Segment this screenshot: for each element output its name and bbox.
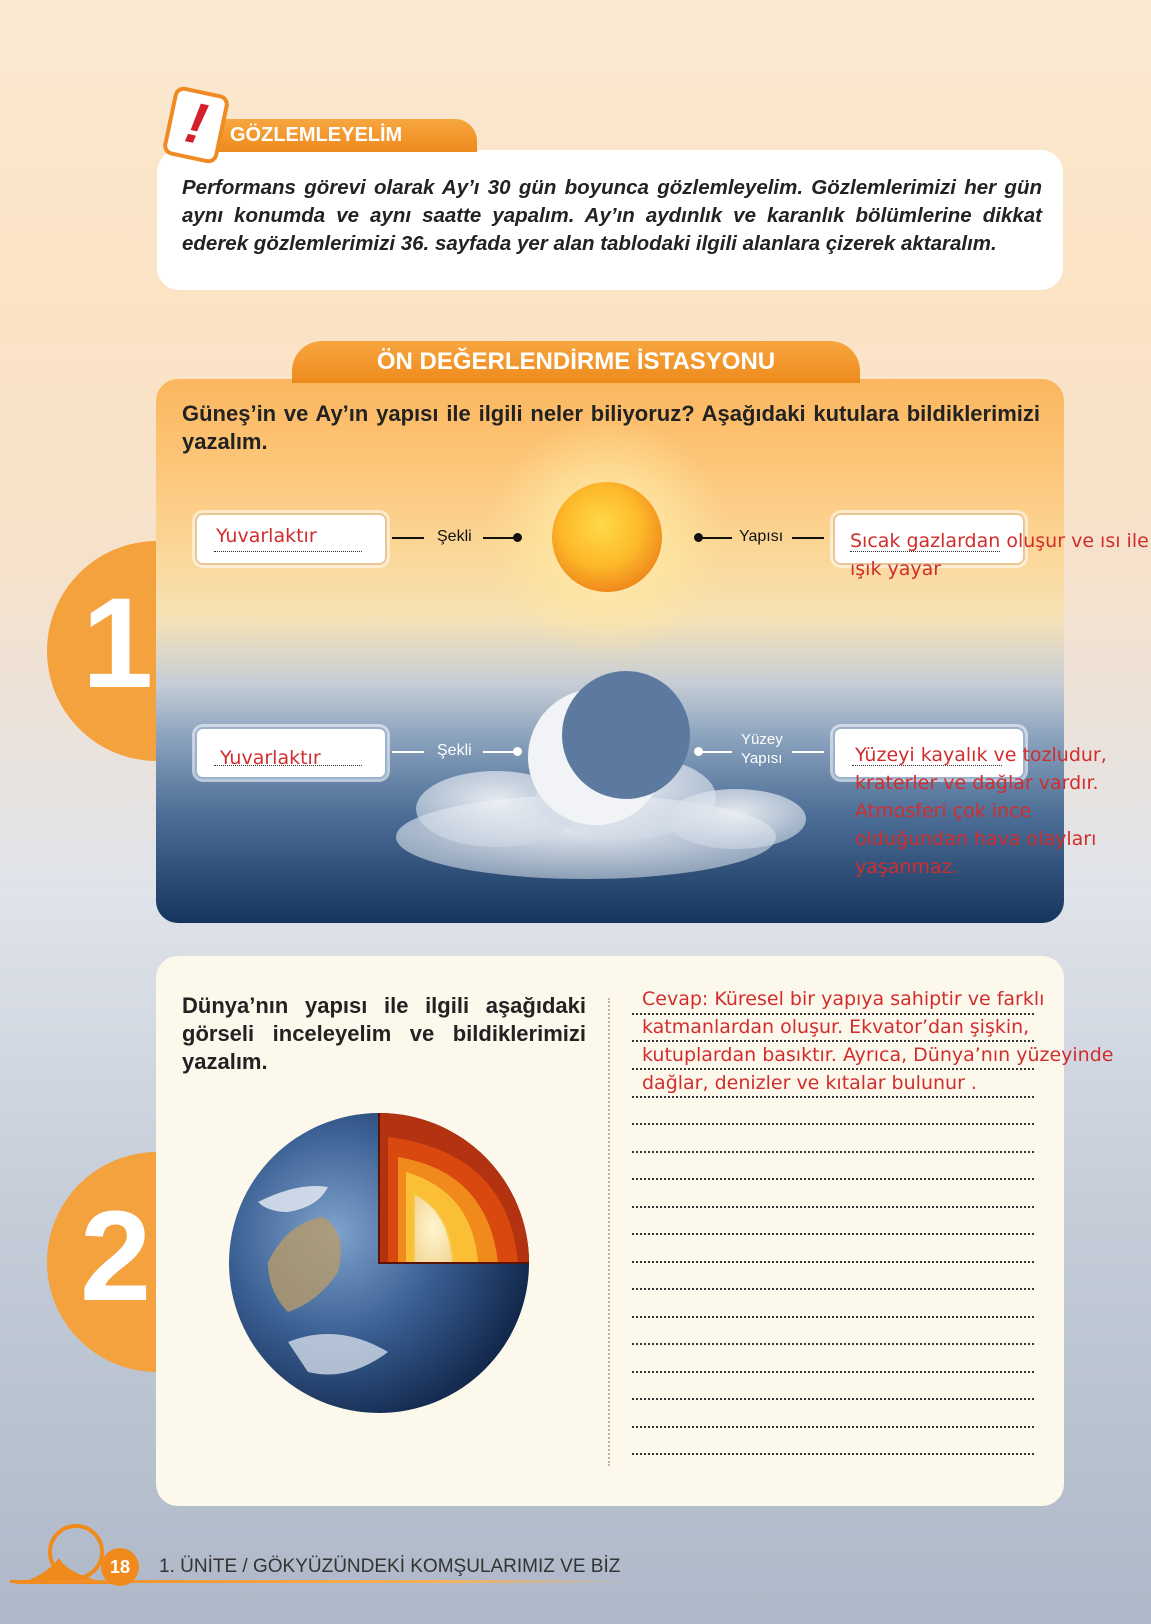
- write-line[interactable]: [632, 1288, 1034, 1290]
- arrow-left-icon: [392, 537, 424, 539]
- moon-shape-answer: Yuvarlaktır: [220, 747, 321, 769]
- moon-surface-answer: [855, 741, 1107, 881]
- write-line[interactable]: [632, 1261, 1034, 1263]
- connector-dot: [513, 533, 522, 542]
- answer-line: Cevap: Küresel bir yapıya sahiptir ve farklı: [642, 988, 1045, 1010]
- section1-title: ÖN DEĞERLENDİRME İSTASYONU: [292, 341, 860, 383]
- section2-answer: [642, 985, 1113, 1097]
- connector-line: [702, 751, 732, 753]
- moon-logo-icon: [14, 1518, 114, 1588]
- write-line[interactable]: [632, 1453, 1034, 1455]
- moon-answer-line: Atmosferi çok ince: [855, 800, 1032, 822]
- write-line[interactable]: [632, 1371, 1034, 1373]
- observe-title: GÖZLEMLEYELİM: [205, 119, 477, 152]
- moon-shape-label: Şekli: [437, 742, 472, 759]
- moon-surface-label-1: Yüzey: [741, 731, 783, 748]
- page-number: 18: [101, 1548, 139, 1586]
- sun-shape-answer: Yuvarlaktır: [216, 525, 317, 547]
- sun-shape-line: [214, 551, 362, 552]
- connector-line: [483, 537, 515, 539]
- connector-line: [702, 537, 732, 539]
- section2-question: Dünya’nın yapısı ile ilgili aşağıdaki görseli inceleyelim ve bildiklerimizi yazalım.: [182, 993, 586, 1074]
- write-line[interactable]: [632, 1178, 1034, 1180]
- arrow-right-icon: [792, 751, 824, 753]
- moon-answer-line: Yüzeyi kayalık ve tozludur,: [855, 744, 1107, 766]
- connector-dot: [513, 747, 522, 756]
- footer-rule: [10, 1580, 630, 1583]
- section1-number: 1: [82, 572, 154, 715]
- write-line[interactable]: [632, 1426, 1034, 1428]
- moon-answer-line: kraterler ve dağlar vardır.: [855, 772, 1099, 794]
- write-line[interactable]: [632, 1233, 1034, 1235]
- write-line[interactable]: [632, 1123, 1034, 1125]
- arrow-right-icon: [792, 537, 824, 539]
- answer-line: dağlar, denizler ve kıtalar bulunur .: [642, 1072, 977, 1094]
- moon-surface-label-2: Yapısı: [741, 750, 783, 767]
- moon-answer-line: yaşanmaz.: [855, 856, 958, 878]
- section2-number: 2: [80, 1185, 152, 1328]
- write-line[interactable]: [632, 1316, 1034, 1318]
- column-divider: [608, 998, 610, 1466]
- observe-text: Performans görevi olarak Ay’ı 30 gün boyunca gözlemleyelim. Gözlemlerimizi her gün aynı konumda ve aynı saatte yapalım. Ay’ın aydınlık ve karanlık bölümlerine dikkat ederek gözlemlerimizi 36. sayfada yer alan tablodaki ilgili alanlara çizerek aktaralım.: [182, 176, 1042, 255]
- write-line[interactable]: [632, 1151, 1034, 1153]
- sun-icon: [552, 482, 662, 592]
- sun-structure-label: Yapısı: [739, 528, 784, 545]
- sun-structure-answer-1: Sıcak gazlardan oluşur ve ısı ile: [850, 530, 1149, 552]
- write-line[interactable]: [632, 1206, 1034, 1208]
- exclamation-icon: !: [161, 85, 230, 165]
- moon-answer-line: olduğundan hava olayları: [855, 828, 1097, 850]
- write-line[interactable]: [632, 1343, 1034, 1345]
- connector-line: [483, 751, 515, 753]
- section1-question: Güneş’in ve Ay’ın yapısı ile ilgili neler biliyoruz? Aşağıdaki kutulara bildiklerimizi yazalım.: [182, 401, 1040, 454]
- answer-line: kutuplardan basıktır. Ayrıca, Dünya’nın yüzeyinde: [642, 1044, 1114, 1066]
- arrow-left-icon: [392, 751, 424, 753]
- sun-shape-label: Şekli: [437, 528, 472, 545]
- write-line[interactable]: [632, 1398, 1034, 1400]
- earth-layers-image: [228, 1112, 530, 1414]
- footer-unit-title: 1. ÜNİTE / GÖKYÜZÜNDEKİ KOMŞULARIMIZ VE BİZ: [159, 1556, 621, 1577]
- sun-structure-answer-2: ışık yayar: [850, 558, 942, 580]
- answer-line: katmanlardan oluşur. Ekvator’dan şişkin,: [642, 1016, 1030, 1038]
